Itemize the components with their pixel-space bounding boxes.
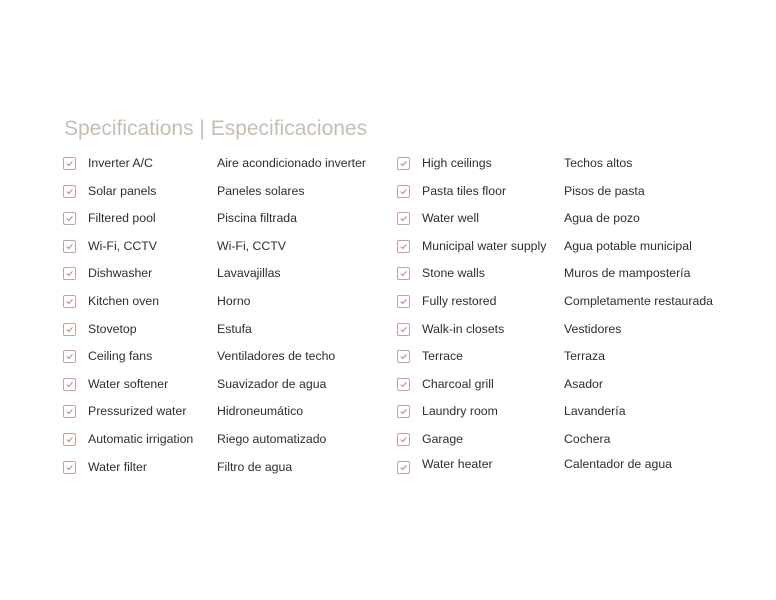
spec-label-es: Pisos de pasta: [564, 183, 645, 198]
spec-label-en: Stone walls: [422, 266, 485, 281]
spec-label-en: Walk-in closets: [422, 321, 505, 336]
checkbox-checked-icon: [397, 350, 410, 363]
page-title: Specifications | Especificaciones: [64, 117, 368, 140]
spec-label-en: Charcoal grill: [422, 376, 494, 391]
spec-label-en: Water filter: [88, 459, 147, 474]
spec-label-es: Muros de mampostería: [564, 266, 691, 281]
spec-label-es: Suavizador de agua: [217, 376, 327, 391]
checkbox-checked-icon: [397, 185, 410, 198]
spec-label-es: Aire acondicionado inverter: [217, 156, 367, 170]
spec-label-en: Pasta tiles floor: [422, 183, 507, 198]
checkbox-checked-icon: [63, 157, 76, 170]
checkbox-checked-icon: [63, 405, 76, 418]
checkbox-checked-icon: [63, 461, 76, 474]
checkbox-checked-icon: [63, 212, 76, 225]
checkbox-checked-icon: [63, 433, 76, 446]
spec-label-en: High ceilings: [422, 156, 492, 170]
spec-label-es: Riego automatizado: [217, 431, 327, 446]
checkbox-checked-icon: [397, 295, 410, 308]
checkbox-checked-icon: [63, 185, 76, 198]
checkbox-checked-icon: [397, 378, 410, 391]
checkbox-checked-icon: [397, 267, 410, 280]
spec-label-es: Ventiladores de techo: [217, 349, 336, 364]
spec-label-es: Asador: [564, 376, 603, 391]
spec-label-es: Lavavajillas: [217, 266, 281, 281]
spec-label-en: Ceiling fans: [88, 349, 153, 364]
spec-label-es: Piscina filtrada: [217, 211, 297, 226]
spec-label-en: Garage: [422, 431, 464, 446]
checkbox-checked-icon: [397, 461, 410, 474]
spec-label-en: Municipal water supply: [422, 238, 547, 253]
spec-label-en: Wi-Fi, CCTV: [88, 238, 157, 253]
spec-label-es: Wi-Fi, CCTV: [217, 238, 286, 253]
checkbox-checked-icon: [397, 240, 410, 253]
spec-label-es: Estufa: [217, 321, 252, 336]
checkbox-checked-icon: [63, 350, 76, 363]
checkbox-checked-icon: [63, 267, 76, 280]
spec-label-es: Terraza: [564, 349, 606, 364]
spec-label-es: Calentador de agua: [564, 456, 673, 471]
checkbox-checked-icon: [397, 212, 410, 225]
spec-label-en: Terrace: [422, 349, 464, 364]
checkbox-checked-icon: [63, 240, 76, 253]
spec-label-en: Laundry room: [422, 404, 498, 419]
checkbox-checked-icon: [63, 378, 76, 391]
spec-label-en: Kitchen oven: [88, 293, 160, 308]
spec-label-es: Horno: [217, 293, 251, 308]
spec-label-en: Water heater: [422, 456, 493, 471]
checkbox-checked-icon: [397, 433, 410, 446]
checkbox-checked-icon: [63, 323, 76, 336]
spec-label-en: Inverter A/C: [88, 156, 153, 170]
spec-label-es: Completamente restaurada: [564, 293, 714, 308]
spec-label-es: Hidroneumático: [217, 404, 304, 419]
spec-label-es: Vestidores: [564, 321, 622, 336]
spec-label-es: Lavandería: [564, 404, 626, 419]
spec-label-es: Agua potable municipal: [564, 238, 692, 253]
spec-label-en: Stovetop: [88, 321, 137, 336]
spec-label-en: Dishwasher: [88, 266, 153, 281]
spec-label-es: Filtro de agua: [217, 459, 293, 474]
checkbox-checked-icon: [397, 323, 410, 336]
spec-label-es: Agua de pozo: [564, 211, 640, 226]
checkbox-checked-icon: [397, 157, 410, 170]
spec-label-es: Cochera: [564, 431, 611, 446]
spec-label-en: Pressurized water: [88, 404, 187, 419]
spec-label-en: Fully restored: [422, 293, 497, 308]
spec-label-en: Water softener: [88, 376, 169, 391]
spec-label-en: Water well: [422, 211, 479, 226]
spec-label-en: Automatic irrigation: [88, 431, 194, 446]
spec-label-es: Paneles solares: [217, 183, 305, 198]
checkbox-checked-icon: [397, 405, 410, 418]
checkbox-checked-icon: [63, 295, 76, 308]
spec-label-en: Filtered pool: [88, 211, 156, 226]
spec-label-es: Techos altos: [564, 156, 633, 170]
spec-label-en: Solar panels: [88, 183, 157, 198]
